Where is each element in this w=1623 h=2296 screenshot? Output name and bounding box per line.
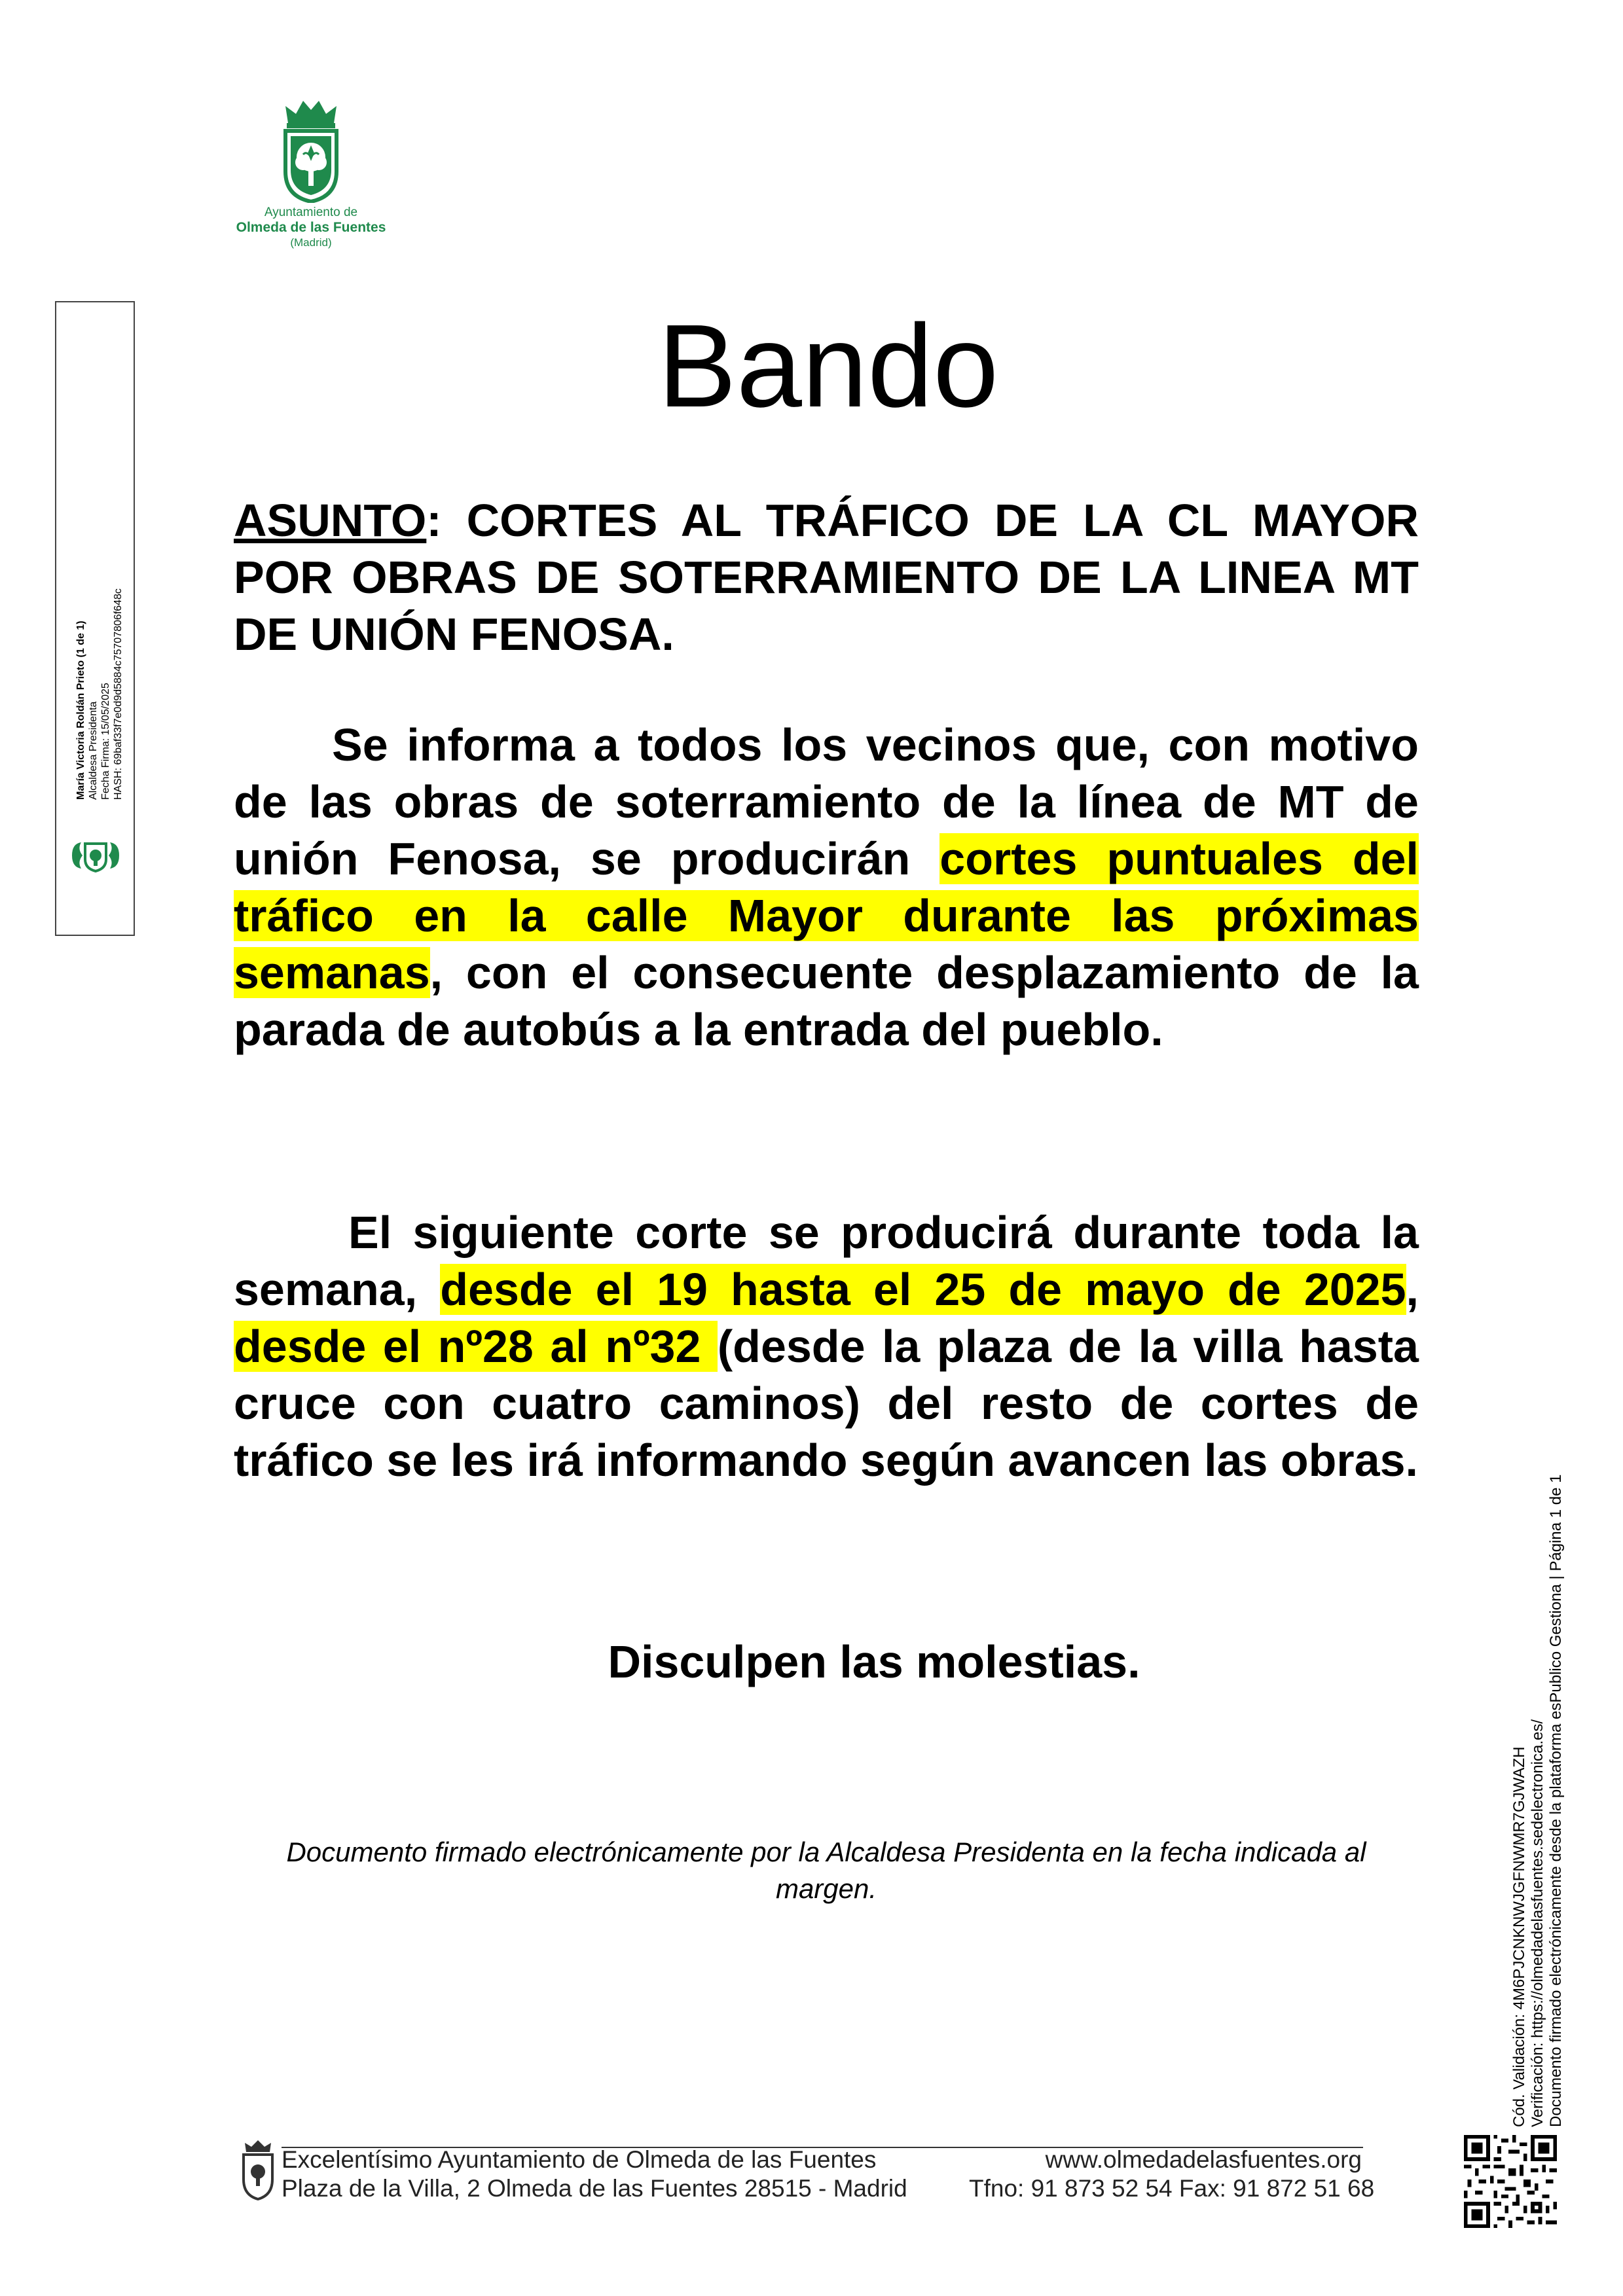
paragraph-1-text-a: Se informa a todos los vecinos que, con motivo de las obras de soterramiento de la línea de MT de unión Fenosa, se producirán [234,719,1419,884]
logo-text-line1: Ayuntamiento de [264,206,358,219]
paragraph-1-highlight: cortes puntuales del tráfico en la calle Mayor durante las próximas semanas [234,833,1419,998]
coat-of-arms-icon [280,98,342,203]
paragraph-1-text-b: , con el consecuente desplazamiento de la parada de autobús a la entrada del pueblo. [234,947,1419,1055]
validation-code: Cód. Validación: 4M6PJCNKNWJGFNWMR7GJWAZH [1510,1746,1528,2127]
paragraph-1 [234,717,1419,1058]
footer-organization: Excelentísimo Ayuntamiento de Olmeda de las Fuentes [282,2146,877,2173]
paragraph-2-text-a: El siguiente corte se producirá durante toda la semana, [234,1207,1419,1315]
document-title: Bando [657,300,999,432]
qr-code-icon [1464,2135,1557,2228]
logo-text-line2: Olmeda de las Fuentes [236,220,386,235]
municipal-logo [236,98,386,249]
footer-address: Plaza de la Villa, 2 Olmeda de las Fuentes 28515 - Madrid [282,2175,907,2202]
logo-text-line3: (Madrid) [290,236,332,249]
closing-line: Disculpen las molestias. [608,1636,1140,1687]
signature-date: Fecha Firma: 15/05/2025 [100,683,111,800]
signature-logo-icon [68,836,123,875]
paragraph-2-text-b: , [1406,1264,1419,1315]
subject [234,492,1419,663]
electronic-signature-note: Documento firmado electrónicamente por la Alcaldesa Presidenta en la fecha indicada al margen. [286,1837,1366,1904]
signature-hash: HASH: 69baf33f7e0d9d5884c75707806f648c [113,588,124,800]
signer-role: Alcaldesa Presidenta [88,701,99,800]
verification-url[interactable]: Verificación: https://olmedadelasfuentes.sedelectronica.es/ [1529,1719,1546,2127]
paragraph-2 [234,1204,1419,1489]
footer-phones: Tfno: 91 873 52 54 Fax: 91 872 51 68 [969,2175,1375,2202]
verification-block [1510,1475,1565,2127]
paragraph-2-highlight-dates: desde el 19 hasta el 25 de mayo de 2025 [440,1264,1406,1315]
footer-website-link[interactable]: www.olmedadelasfuentes.org [1045,2146,1362,2173]
signer-name: María Victoria Roldán Prieto (1 de 1) [75,620,86,800]
subject-label: ASUNTO [234,495,427,546]
footer-coat-of-arms-icon [241,2140,275,2200]
subject-text: : CORTES AL TRÁFICO DE LA CL MAYOR POR OBRAS DE SOTERRAMIENTO DE LA LINEA MT DE UNIÓN FENOSA. [234,495,1419,660]
platform-note: Documento firmado electrónicamente desde la plataforma esPublico Gestiona | Página 1 de 1 [1547,1474,1565,2127]
paragraph-2-text-c: (desde la plaza de la villa hasta cruce con cuatro caminos) del resto de cortes de tráfico se les irá informando según avancen las obras. [234,1321,1419,1486]
paragraph-2-highlight-numbers: desde el nº28 al nº32 [234,1321,718,1372]
